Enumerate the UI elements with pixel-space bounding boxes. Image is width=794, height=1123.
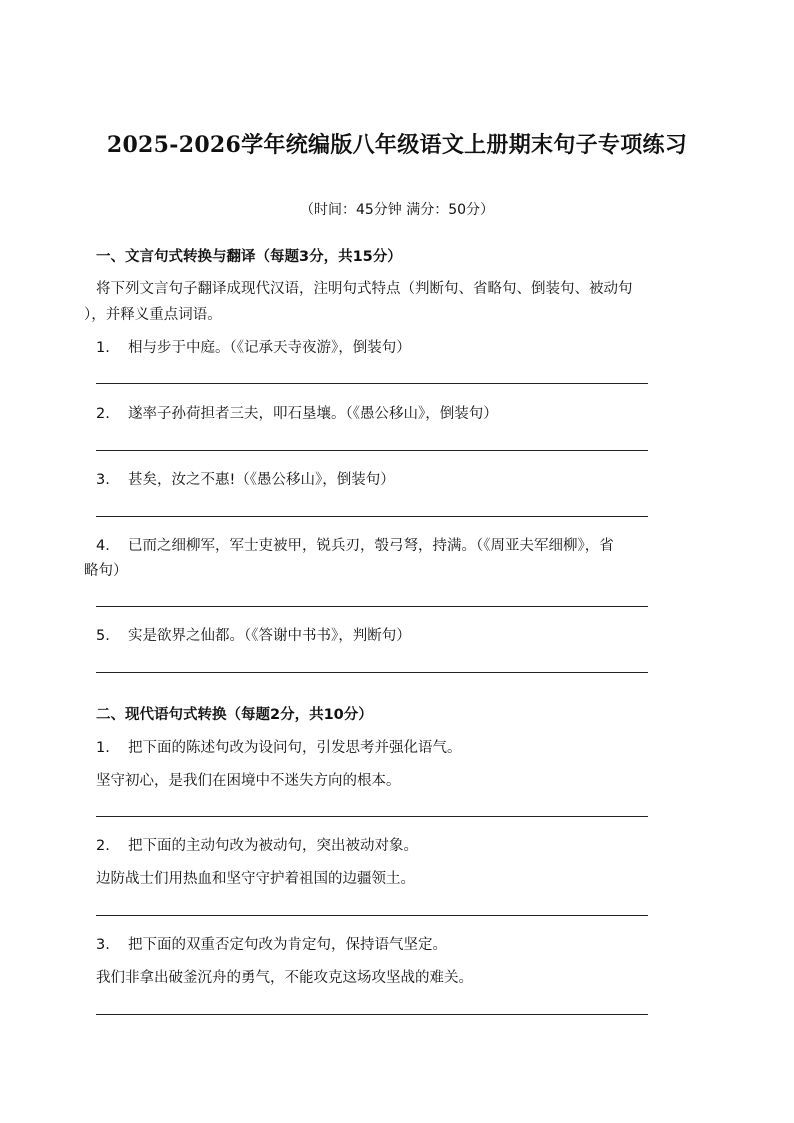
section-1-instruction-line-1: 将下列文言句子翻译成现代汉语，注明句式特点（判断句、省略句、倒装句、被动句 [96, 281, 633, 297]
question-text: 甚矣，汝之不惠!（《愚公移山》，倒装句） [128, 472, 395, 488]
question-number: 3. [96, 937, 110, 953]
question-2-2 [96, 834, 418, 855]
question-2-1-sentence: 坚守初心，是我们在困境中不迷失方向的根本。 [96, 773, 401, 789]
answer-line-1-4[interactable] [96, 606, 648, 607]
section-1-heading: 一、文言句式转换与翻译（每题3分，共15分） [96, 249, 402, 265]
question-number: 1. [96, 340, 110, 356]
question-1-5 [96, 624, 411, 645]
page-title: 2025-2026学年统编版八年级语文上册期末句子专项练习 [106, 132, 688, 158]
answer-line-2-1[interactable] [96, 816, 648, 817]
question-text: 遂率子孙荷担者三夫，叩石垦壤。（《愚公移山》，倒装句） [128, 406, 498, 422]
answer-line-1-1[interactable] [96, 383, 648, 384]
answer-line-1-3[interactable] [96, 516, 648, 517]
question-2-3-sentence: 我们非拿出破釜沉舟的勇气，不能攻克这场攻坚战的难关。 [96, 970, 473, 986]
question-1-4-continuation: 略句） [84, 563, 128, 579]
question-1-1 [96, 336, 411, 357]
question-1-3 [96, 468, 395, 489]
answer-line-1-2[interactable] [96, 450, 648, 451]
exam-meta: （时间：45分钟 满分：50分） [299, 202, 495, 218]
question-1-4 [96, 534, 614, 555]
question-2-1 [96, 736, 462, 757]
question-number: 2. [96, 838, 110, 854]
section-1-instruction-line-2: ），并释义重点词语。 [84, 307, 222, 323]
question-number: 4. [96, 538, 110, 554]
answer-line-2-3[interactable] [96, 1014, 648, 1015]
question-2-3 [96, 933, 447, 954]
question-number: 3. [96, 472, 110, 488]
question-text: 已而之细柳军，军士吏被甲，锐兵刃，彀弓弩，持满。（《周亚夫军细柳》，省 [128, 538, 614, 554]
answer-line-2-2[interactable] [96, 915, 648, 916]
question-text: 把下面的陈述句改为设问句，引发思考并强化语气。 [128, 740, 462, 756]
question-text: 把下面的双重否定句改为肯定句，保持语气坚定。 [128, 937, 447, 953]
question-text: 相与步于中庭。（《记承天寺夜游》，倒装句） [128, 340, 411, 356]
section-2-heading: 二、现代语句式转换（每题2分，共10分） [96, 707, 373, 723]
question-2-2-sentence: 边防战士们用热血和坚守守护着祖国的边疆领土。 [96, 871, 415, 887]
question-number: 5. [96, 628, 110, 644]
question-text: 实是欲界之仙都。（《答谢中书书》，判断句） [128, 628, 411, 644]
question-number: 1. [96, 740, 110, 756]
question-1-2 [96, 402, 498, 423]
question-number: 2. [96, 406, 110, 422]
question-text: 把下面的主动句改为被动句，突出被动对象。 [128, 838, 418, 854]
answer-line-1-5[interactable] [96, 672, 648, 673]
